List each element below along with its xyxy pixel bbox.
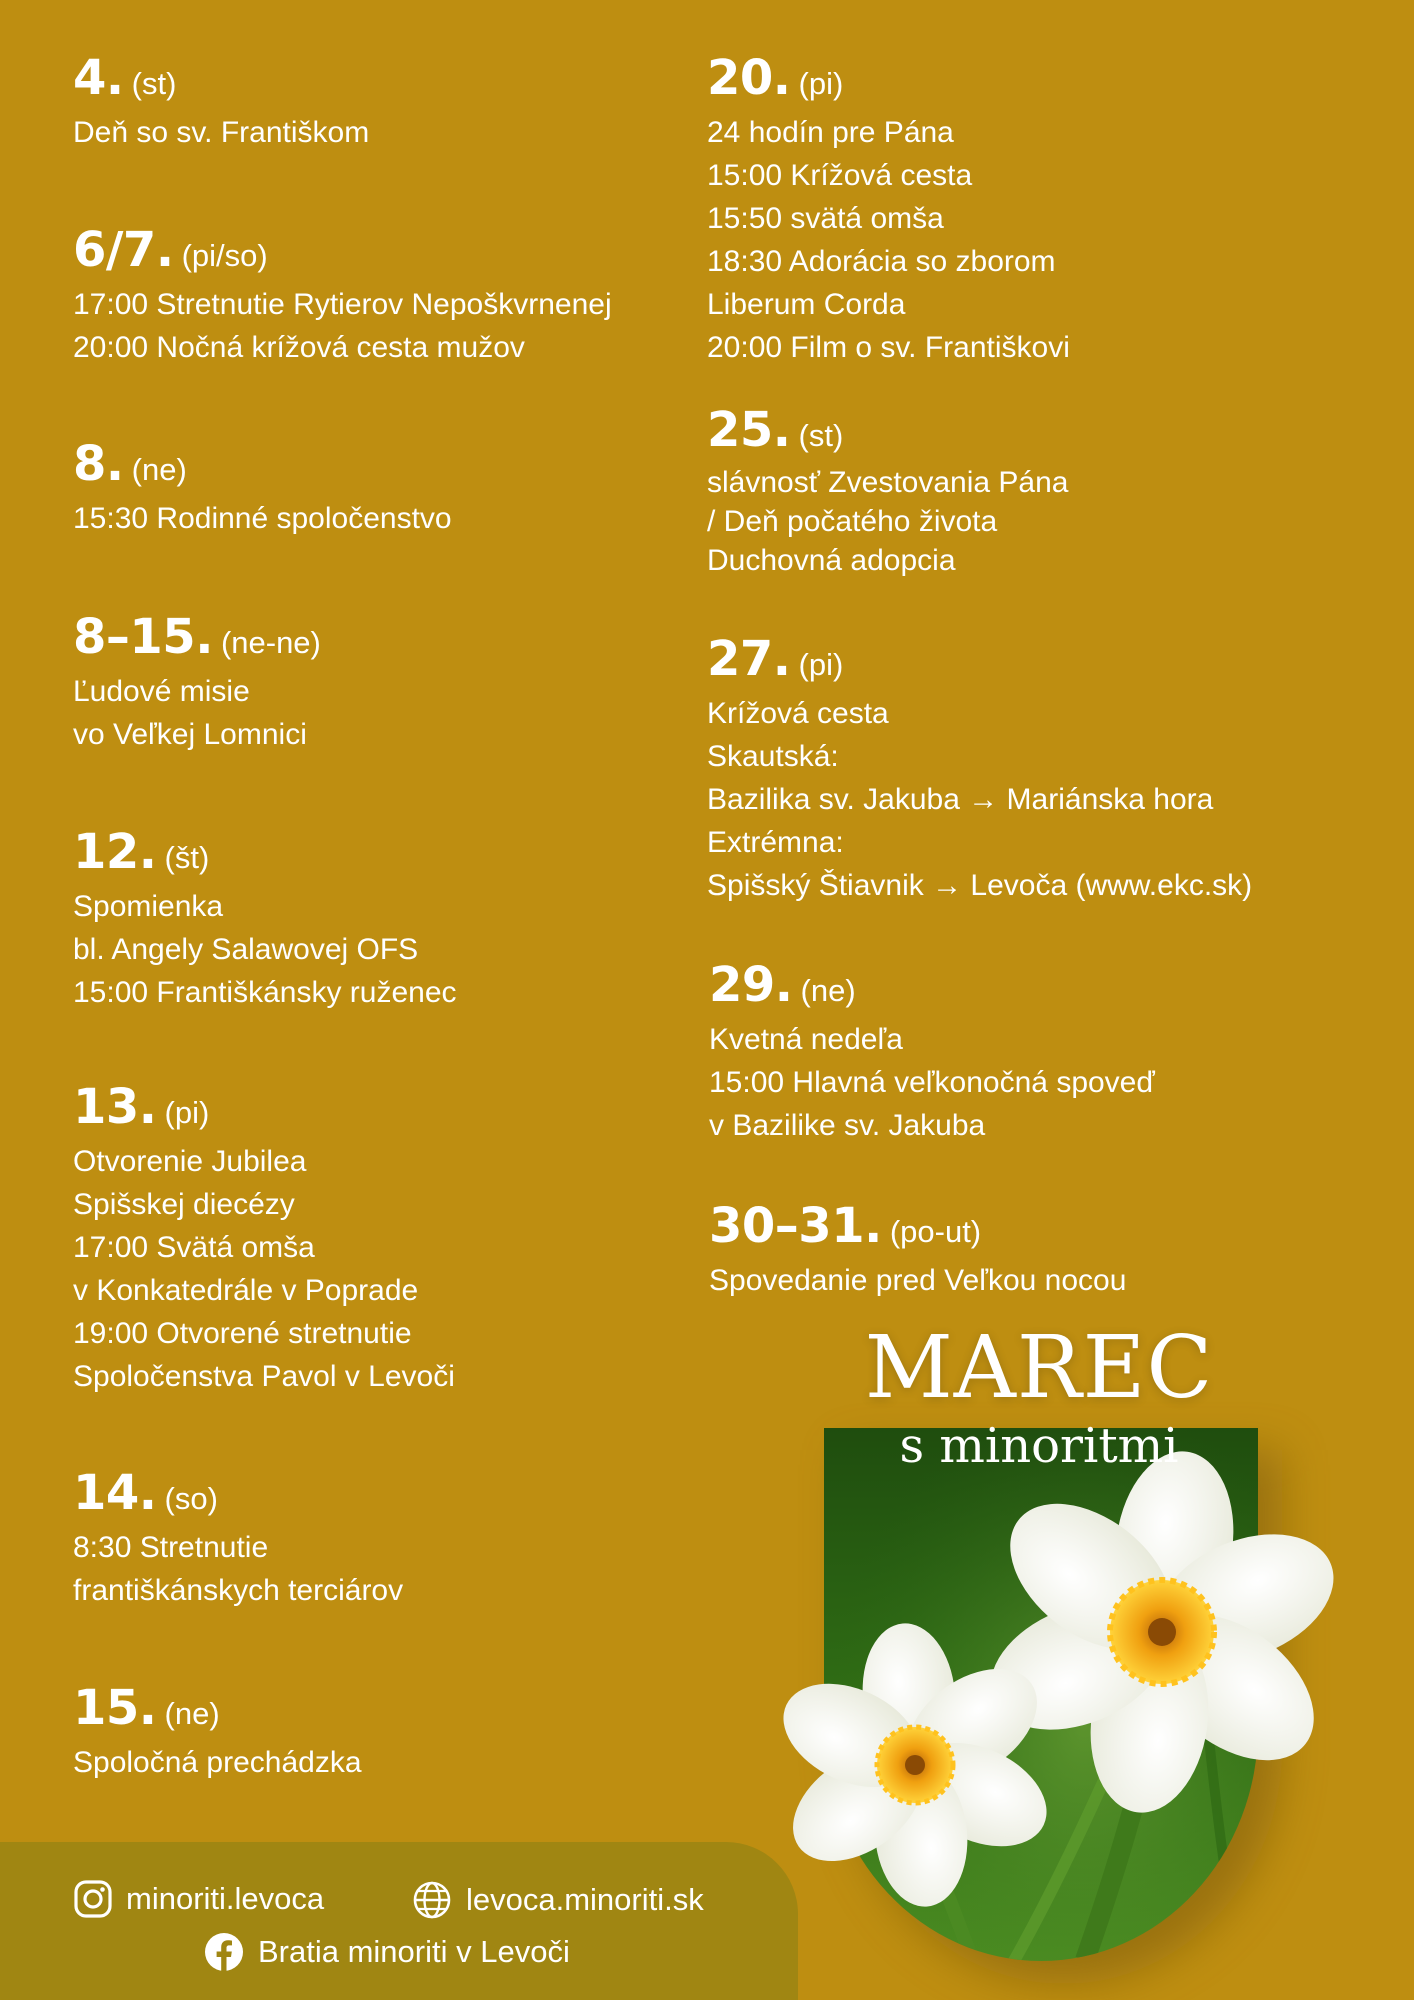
event-line: 17:00 Svätá omša — [73, 1230, 315, 1264]
event-line: Liberum Corda — [707, 287, 906, 321]
event-weekday: (ne-ne) — [220, 625, 321, 660]
event-date: 13. — [73, 1079, 157, 1135]
event-line: 15:00 Františkánsky ruženec — [73, 975, 457, 1009]
event-line: v Bazilike sv. Jakuba — [709, 1108, 986, 1142]
facebook-link[interactable] — [204, 1932, 570, 1972]
event-line: Duchovná adopcia — [707, 543, 956, 577]
event-line: 15:00 Hlavná veľkonočná spoveď — [709, 1065, 1155, 1099]
event-weekday: (st) — [798, 418, 844, 453]
poster-title: MAREC — [864, 1318, 1214, 1418]
instagram-icon — [74, 1880, 112, 1918]
event-date: 27. — [707, 631, 791, 687]
event-line: 20:00 Nočná krížová cesta mužov — [73, 330, 525, 364]
event-line: Bazilika sv. Jakuba → Mariánska hora — [707, 782, 1214, 816]
event-line: 15:30 Rodinné spoločenstvo — [73, 501, 452, 535]
event-weekday: (ne) — [164, 1696, 220, 1731]
globe-icon — [412, 1880, 452, 1920]
event-line: 19:00 Otvorené stretnutie — [73, 1316, 412, 1350]
event-weekday: (pi) — [164, 1095, 210, 1130]
event-date: 20. — [707, 50, 791, 106]
event-line: Spovedanie pred Veľkou nocou — [709, 1263, 1127, 1297]
event-date: 25. — [707, 402, 791, 458]
event-weekday: (so) — [164, 1481, 218, 1516]
event-line: Spomienka — [73, 889, 224, 923]
event-weekday: (ne) — [800, 973, 856, 1008]
event-date: 29. — [709, 957, 793, 1013]
event-weekday: (pi/so) — [181, 238, 268, 273]
footer-bar — [0, 1842, 798, 2000]
event-line: v Konkatedrále v Poprade — [73, 1273, 419, 1307]
event-line: františkánskych terciárov — [73, 1573, 404, 1607]
event-date: 6/7. — [73, 222, 174, 278]
event-line: Extrémna: — [707, 825, 844, 859]
event-line: bl. Angely Salawovej OFS — [73, 932, 419, 966]
website-url: levoca.minoriti.sk — [466, 1882, 704, 1917]
event-line: Deň so sv. Františkom — [73, 115, 370, 149]
event-line: Otvorenie Jubilea — [73, 1144, 307, 1178]
instagram-handle: minoriti.levoca — [126, 1881, 325, 1916]
event-date: 14. — [73, 1465, 157, 1521]
event-weekday: (st) — [131, 66, 177, 101]
event-line: Spišský Štiavnik → Levoča (www.ekc.sk) — [707, 868, 1253, 902]
event-line: 18:30 Adorácia so zborom — [707, 244, 1056, 278]
event-weekday: (pi) — [798, 66, 844, 101]
event-date: 15. — [73, 1680, 157, 1736]
event-line: 17:00 Stretnutie Rytierov Nepoškvrnenej — [73, 287, 612, 321]
event-weekday: (pi) — [798, 647, 844, 682]
event-line: 24 hodín pre Pána — [707, 115, 954, 149]
website-link[interactable] — [412, 1880, 704, 1920]
event-line: slávnosť Zvestovania Pána — [707, 465, 1069, 499]
facebook-page-name: Bratia minoriti v Levoči — [258, 1934, 570, 1969]
event-line: 20:00 Film o sv. Františkovi — [707, 330, 1070, 364]
event-line: Spoločenstva Pavol v Levoči — [73, 1359, 455, 1393]
event-date: 8–15. — [73, 609, 213, 665]
poster-subtitle: s minoritmi — [899, 1418, 1179, 1474]
event-line: Spoločná prechádzka — [73, 1745, 362, 1779]
event-date: 4. — [73, 50, 124, 106]
event-line: 15:50 svätá omša — [707, 201, 944, 235]
event-date: 12. — [73, 824, 157, 880]
event-weekday: (po-ut) — [889, 1214, 982, 1249]
event-weekday: (št) — [164, 840, 210, 875]
event-line: 15:00 Krížová cesta — [707, 158, 973, 192]
event-line: 8:30 Stretnutie — [73, 1530, 269, 1564]
event-line: Kvetná nedeľa — [709, 1022, 903, 1056]
event-line: Krížová cesta — [707, 696, 889, 730]
event-line: / Deň počatého života — [707, 504, 998, 538]
event-line: Spišskej diecézy — [73, 1187, 295, 1221]
facebook-icon — [204, 1932, 244, 1972]
event-line: Skautská: — [707, 739, 839, 773]
event-weekday: (ne) — [131, 452, 187, 487]
event-line: vo Veľkej Lomnici — [73, 717, 307, 751]
event-date: 30–31. — [709, 1198, 882, 1254]
event-line: Ľudové misie — [73, 674, 250, 708]
event-date: 8. — [73, 436, 124, 492]
instagram-link[interactable] — [74, 1880, 324, 1918]
